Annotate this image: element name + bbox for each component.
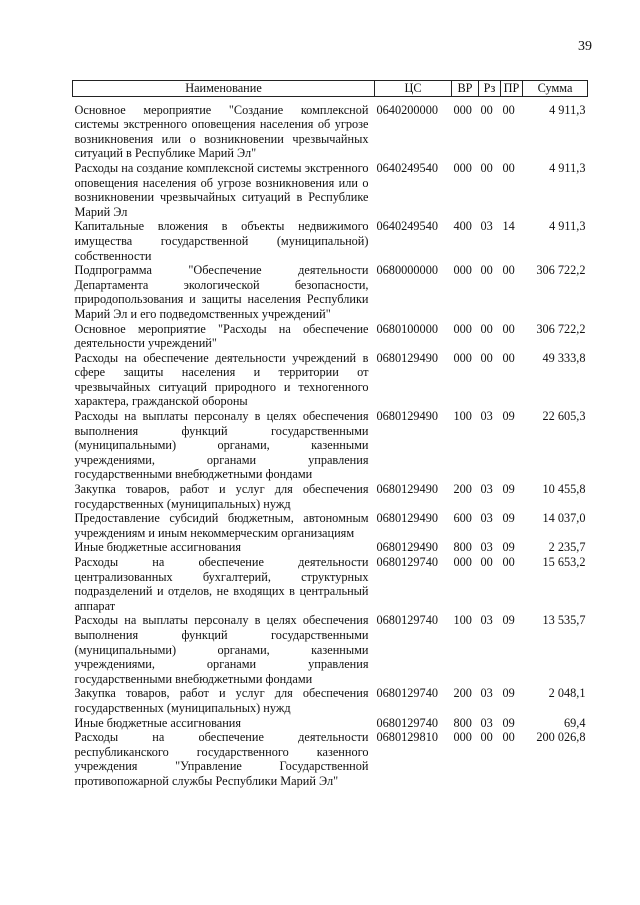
cell-sum: 306 722,2 xyxy=(536,321,586,336)
cell-name: Расходы на создание комплексной системы экстренного оповещения населения об угрозе возникновения или о возникновении чрезвычайных ситуаций в Республике Марий Эл xyxy=(74,160,369,219)
header-code: ЦС xyxy=(375,81,452,97)
cell-name: Расходы на обеспечение деятельности учреждений в сфере защиты населения и территории от чрезвычайных ситуаций природного и техногенного характера, гражданской обороны xyxy=(74,350,369,409)
cell-pr: 09 xyxy=(502,686,515,701)
cell-rz: 03 xyxy=(480,219,493,234)
cell-vr: 100 xyxy=(453,613,472,628)
cell-code: 0680129740 xyxy=(376,686,438,701)
cell-code: 0680100000 xyxy=(376,321,438,336)
cell-pr: 09 xyxy=(502,540,515,555)
cell-sum: 200 026,8 xyxy=(536,730,586,745)
cell-vr: 600 xyxy=(453,511,472,526)
cell-code: 0640249540 xyxy=(376,160,438,175)
cell-sum: 13 535,7 xyxy=(542,613,586,628)
header-rz: Рз xyxy=(479,81,501,97)
cell-vr: 800 xyxy=(453,540,472,555)
table-row xyxy=(73,351,588,409)
cell-code: 0680129740 xyxy=(376,555,438,569)
cell-code: 0680129810 xyxy=(376,730,438,745)
header-sum: Сумма xyxy=(523,81,588,97)
cell-code: 0680129740 xyxy=(376,613,438,628)
cell-sum: 4 911,3 xyxy=(549,102,586,117)
cell-rz: 00 xyxy=(480,321,493,336)
cell-vr: 000 xyxy=(453,263,472,278)
cell-rz: 00 xyxy=(480,730,493,745)
cell-pr: 09 xyxy=(502,511,515,526)
cell-vr: 800 xyxy=(453,715,472,730)
cell-vr: 200 xyxy=(453,482,472,497)
table-row xyxy=(73,540,588,555)
table-row xyxy=(73,322,588,351)
cell-rz: 00 xyxy=(480,263,493,278)
cell-vr: 000 xyxy=(453,555,472,569)
cell-pr: 00 xyxy=(502,321,515,336)
table-body xyxy=(73,96,588,788)
cell-rz: 00 xyxy=(480,102,493,117)
cell-rz: 03 xyxy=(480,686,493,701)
cell-sum: 15 653,2 xyxy=(542,555,586,569)
cell-sum: 10 455,8 xyxy=(542,482,586,497)
cell-name: Подпрограмма "Обеспечение деятельности Департамента экологической безопасности, природопользования и защиты населения Республики Марий Эл и его подведомственных учреждений" xyxy=(74,263,369,321)
cell-code: 0680129490 xyxy=(376,540,438,555)
cell-sum: 22 605,3 xyxy=(542,409,586,424)
table-row xyxy=(73,161,588,219)
table-row xyxy=(73,96,588,161)
header-vr: ВР xyxy=(452,81,479,97)
cell-pr: 00 xyxy=(502,102,515,117)
cell-rz: 03 xyxy=(480,482,493,497)
cell-vr: 000 xyxy=(453,350,472,365)
table-row xyxy=(73,409,588,482)
cell-name: Предоставление субсидий бюджетным, автономным учреждениям и иным некоммерческим организациям xyxy=(74,511,369,540)
cell-code: 0680129490 xyxy=(376,511,438,526)
cell-vr: 000 xyxy=(453,160,472,175)
cell-pr: 09 xyxy=(502,715,515,730)
cell-sum: 69,4 xyxy=(563,715,586,730)
table-header-row xyxy=(73,81,588,97)
cell-rz: 03 xyxy=(480,540,493,555)
cell-pr: 09 xyxy=(502,613,515,628)
cell-code: 0680129490 xyxy=(376,409,438,424)
cell-vr: 100 xyxy=(453,409,472,424)
page-number: 39 xyxy=(578,39,592,54)
cell-pr: 00 xyxy=(502,350,515,365)
cell-name: Основное мероприятие "Создание комплексной системы экстренного оповещения населения об угрозе возникновения или о возникновении чрезвычайных ситуаций в Республике Марий Эл" xyxy=(74,102,369,161)
header-name: Наименование xyxy=(73,81,375,97)
cell-name: Закупка товаров, работ и услуг для обеспечения государственных (муниципальных) нужд xyxy=(74,686,369,715)
cell-code: 0680129490 xyxy=(376,350,438,365)
cell-name: Иные бюджетные ассигнования xyxy=(74,540,242,555)
cell-name: Расходы на обеспечение деятельности республиканского государственного казенного учреждения "Управление Государственной противопожарной службы Республики Марий Эл" xyxy=(74,730,369,788)
cell-sum: 14 037,0 xyxy=(542,511,586,526)
cell-sum: 4 911,3 xyxy=(549,219,586,234)
cell-sum: 306 722,2 xyxy=(536,263,586,278)
cell-pr: 00 xyxy=(502,555,515,569)
cell-code: 0640249540 xyxy=(376,219,438,234)
cell-sum: 2 048,1 xyxy=(548,686,586,701)
table-row xyxy=(73,555,588,613)
cell-vr: 000 xyxy=(453,730,472,745)
table-row xyxy=(73,263,588,321)
table-row xyxy=(73,511,588,540)
cell-pr: 09 xyxy=(502,482,515,497)
table-row xyxy=(73,716,588,731)
cell-pr: 14 xyxy=(502,219,515,234)
budget-table xyxy=(72,80,588,789)
table-row xyxy=(73,730,588,788)
cell-pr: 00 xyxy=(502,730,515,745)
cell-name: Закупка товаров, работ и услуг для обеспечения государственных (муниципальных) нужд xyxy=(74,482,369,511)
cell-name: Основное мероприятие "Расходы на обеспечение деятельности учреждений" xyxy=(74,321,369,351)
cell-rz: 03 xyxy=(480,511,493,526)
cell-rz: 03 xyxy=(480,613,493,628)
cell-name: Расходы на выплаты персоналу в целях обеспечения выполнения функций государственными (муниципальными) органами, казенными учреждениями, органами управления государственными внебюджетными фондами xyxy=(74,409,369,482)
cell-code: 0640200000 xyxy=(376,102,438,117)
cell-code: 0680000000 xyxy=(376,263,438,278)
cell-rz: 00 xyxy=(480,350,493,365)
cell-sum: 2 235,7 xyxy=(548,540,586,555)
cell-vr: 000 xyxy=(453,321,472,336)
table-row xyxy=(73,219,588,263)
cell-rz: 03 xyxy=(480,409,493,424)
header-pr: ПР xyxy=(501,81,523,97)
cell-name: Иные бюджетные ассигнования xyxy=(74,715,242,730)
cell-vr: 000 xyxy=(453,102,472,117)
cell-sum: 49 333,8 xyxy=(542,350,586,365)
cell-vr: 200 xyxy=(453,686,472,701)
cell-code: 0680129740 xyxy=(376,715,438,730)
cell-pr: 09 xyxy=(502,409,515,424)
cell-name: Расходы на выплаты персоналу в целях обеспечения выполнения функций государственными (муниципальными) органами, казенными учреждениями, органами управления государственными внебюджетными фондами xyxy=(74,613,369,686)
cell-rz: 00 xyxy=(480,160,493,175)
cell-pr: 00 xyxy=(502,160,515,175)
cell-pr: 00 xyxy=(502,263,515,278)
cell-code: 0680129490 xyxy=(376,482,438,497)
table-row xyxy=(73,613,588,686)
cell-name: Капитальные вложения в объекты недвижимого имущества государственной (муниципальной) собственности xyxy=(74,219,369,263)
table-row xyxy=(73,482,588,511)
cell-rz: 00 xyxy=(480,555,493,569)
cell-vr: 400 xyxy=(453,219,472,234)
table-row xyxy=(73,686,588,715)
cell-name: Расходы на обеспечение деятельности централизованных бухгалтерий, структурных подразделений и отделов, не входящих в центральный аппарат xyxy=(74,555,369,613)
cell-sum: 4 911,3 xyxy=(549,160,586,175)
cell-rz: 03 xyxy=(480,715,493,730)
